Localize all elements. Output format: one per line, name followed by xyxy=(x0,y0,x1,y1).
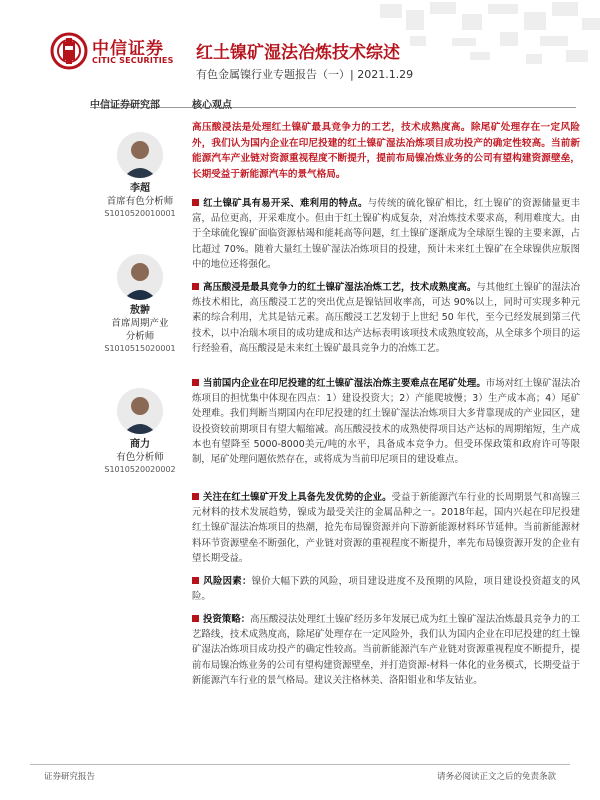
bullet-text: 市场对红土镍矿湿法冶炼项目的担忧集中体现在四点：1）建设投资大；2）产能爬坡慢；3）生产成本高；4）尾矿处理难。我们判断当期国内在印尼投建的红土镍矿湿法冶炼项目大多背靠现成的产业园区，建设投资较前期项目有望大幅缩减。高压酸浸技术的成熟使得项目达产达标的周期缩短，生产成本也有望降至 5000-8000美元/吨的水平，具备成本竞争力。但受环保政策和政府许可等限制，尾矿处理问题依然存在，或将成为当前印尼项目的建设难点。 xyxy=(192,378,580,466)
analyst-role: 首席周期产业 xyxy=(111,318,169,329)
bullet-paragraph xyxy=(192,574,580,604)
bullet-text: 高压酸浸法处理红土镍矿经历多年发展已成为红土镍矿湿法冶炼最具竞争力的工艺路线，技术成熟度高，除尾矿处理存在一定风险外，我们认为国内企业在印尼投建的红土镍矿湿法冶炼项目成功投产的确定性较高。当前新能源汽车产业链对资源重视程度不断提升，提前布局镍冶炼业务的公司有望构建资源壁垒，并打造资源-材料一体化的业务模式，长期受益于新能源汽车行业的景气格局。建议关注格林美、洛阳钼业和华友钴业。 xyxy=(192,614,580,686)
citic-logo-mark xyxy=(50,32,88,70)
analyst-name: 敖翀 xyxy=(130,305,150,316)
footer-disclaimer: 请务必阅读正文之后的免责条款 xyxy=(436,772,556,782)
brand-name-cn: 中信证券 xyxy=(92,39,164,59)
analyst-photo xyxy=(117,132,163,178)
core-abstract: 高压酸浸法是处理红土镍矿最具竞争力的工艺，技术成熟度高。除尾矿处理存在一定风险外，我们认为国内企业在印尼投建的红土镍矿湿法冶炼项目成功投产的确定性较高。当前新能源汽车产业链对资源重视程度不断提升，提前布局镍冶炼业务的公司有望构建资源壁垒，长期受益于新能源汽车的景气格局。 xyxy=(192,122,580,180)
bullet-square-icon xyxy=(192,615,199,622)
bullet-square-icon xyxy=(192,283,199,290)
report-subtitle: 有色金属镍行业专题报告（一）| 2021.1.29 xyxy=(196,68,414,81)
core-view-label: 核心观点 xyxy=(192,100,232,111)
section-divider xyxy=(90,107,576,108)
bullet-paragraph xyxy=(192,376,580,467)
analyst-card xyxy=(92,132,188,220)
bullet-text: 与传统的硫化镍矿相比，红土镍矿的资源储量更丰富，品位更高，开采难度小。但由于红土镍矿构成复杂，对冶炼技术要求高，利用难度大。由于全球硫化镍矿面临资源枯竭和能耗高等问题，红土镍矿逐渐成为全球原生镍的主要来源，占比超过 70%。随着大量红土镍矿湿法冶炼项目的投建，预计未来红土镍矿在全球镍供应版图中的地位还将强化。 xyxy=(192,198,580,270)
analyst-cert-id: S1010520020002 xyxy=(104,465,176,474)
bullet-paragraph xyxy=(192,612,580,688)
analyst-name: 李超 xyxy=(130,183,150,194)
report-header xyxy=(0,0,600,92)
bullet-text: 受益于新能源汽车行业的长周期景气和高镍三元材料的技术发展趋势，镍成为最受关注的金属品种之一。2018年起，国内兴起在印尼投建红土镍矿湿法冶炼项目的热潮，抢先布局镍资源并向下游新能源材料环节延伸。当前新能源材料环节资源壁垒不断强化，产业链对资源的重视程度不断提升，率先布局镍资源开发的企业有望长期受益。 xyxy=(192,492,580,564)
bullet-square-icon xyxy=(192,577,199,584)
bullet-paragraph xyxy=(192,280,580,356)
bullet-lead: 当前国内企业在印尼投建的红土镍矿湿法冶炼主要难点在尾矿处理。 xyxy=(203,378,486,389)
bullet-square-icon xyxy=(192,379,199,386)
analyst-card xyxy=(92,388,188,476)
brand-name-en: CITIC SECURITIES xyxy=(92,56,174,65)
analyst-role: 分析师 xyxy=(125,331,155,342)
analyst-cert-id: S1010515020001 xyxy=(104,344,176,353)
bullet-lead: 投资策略： xyxy=(203,614,251,625)
research-dept-label: 中信证券研究部 xyxy=(90,100,160,111)
analyst-role: 有色分析师 xyxy=(116,452,164,463)
analyst-name: 商力 xyxy=(130,439,150,450)
analyst-card xyxy=(92,254,188,355)
bullet-lead: 关注在红土镍矿开发上具备先发优势的企业。 xyxy=(203,492,392,503)
analyst-role: 首席有色分析师 xyxy=(106,196,174,207)
bullet-paragraph xyxy=(192,490,580,566)
bullet-text: 与其他红土镍矿的湿法冶炼技术相比，高压酸浸工艺的突出优点是镍钴回收率高，可达 90%以上，同时可实现多种元素的综合利用，尤其是钴元素。高压酸浸工艺发轫于上世纪 50 年代，至今已经发展到第三代技术，以中冶瑞木项目的成功建成和达产达标表明该项技术成熟度较高，从全球多个项目的运行经验看，高压酸浸是未来红土镍矿最具竞争力的冶炼工艺。 xyxy=(192,282,580,354)
citic-logo xyxy=(50,32,190,72)
bullet-lead: 风险因素： xyxy=(203,576,252,587)
bullet-square-icon xyxy=(192,493,199,500)
footer-divider xyxy=(30,764,570,765)
report-title: 红土镍矿湿法冶炼技术综述 xyxy=(196,43,400,63)
bullet-paragraph xyxy=(192,196,580,272)
bullet-text: 镍价大幅下跌的风险，项目建设进度不及预期的风险，项目建设投资超支的风险。 xyxy=(192,576,580,603)
analyst-cert-id: S1010520010001 xyxy=(104,209,176,218)
bullet-lead: 红土镍矿具有易开采、难利用的特点。 xyxy=(203,198,368,209)
bullet-lead: 高压酸浸是最具竞争力的红土镍矿湿法冶炼工艺，技术成熟度高。 xyxy=(203,282,477,293)
analyst-photo xyxy=(117,254,163,300)
footer-report-type: 证券研究报告 xyxy=(44,772,96,782)
bullet-square-icon xyxy=(192,199,199,206)
analyst-photo xyxy=(117,388,163,434)
